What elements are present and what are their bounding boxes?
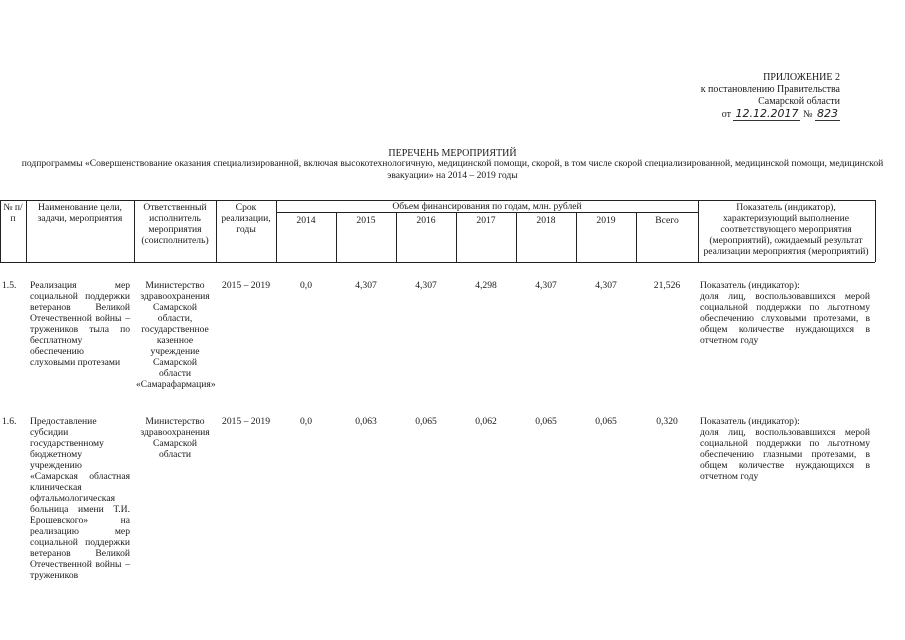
row-term: 2015 – 2019 — [222, 416, 270, 427]
appendix-line-decree: к постановлению Правительства — [700, 84, 840, 95]
row-value-2017: 4,298 — [475, 280, 497, 291]
row-value-total: 0,320 — [656, 416, 678, 427]
header-funding: Объем финансирования по годам, млн. рублей — [392, 201, 582, 212]
header-year-2014: 2014 — [296, 215, 316, 226]
header-year-2019: 2019 — [596, 215, 616, 226]
row-measure-name: Предоставление субсидии государственному бюджетному учреждению «Самарская областная клиническая офтальмологическая больница имени Т.И. Ерошевского» на реализацию мер социальной поддержки ветеранов Великой Отечественной войны – тружеников — [30, 416, 130, 581]
row-value-total: 21,526 — [653, 280, 681, 291]
header-year-2016: 2016 — [416, 215, 436, 226]
header-term: Срок реализации, годы — [221, 202, 271, 235]
page-subtitle: подпрограммы «Совершенствование оказания специализированной, включая высокотехнологичную, медицинской помощи, скорой, в том числе скорой специализированной, медицинской помощи, медицинской эвакуации» на 2014 – 2019 годы — [21, 158, 884, 181]
row-value-2017: 0,062 — [475, 416, 497, 427]
row-indicator-text: доля лиц, воспользовавшихся мерой социальной поддержки по льготному обеспечению слуховыми протезами, в общем количестве нуждающихся в отчетном году — [700, 291, 870, 346]
row-value-2018: 4,307 — [535, 280, 557, 291]
row-value-2014: 0,0 — [300, 280, 312, 291]
row-term: 2015 – 2019 — [222, 280, 270, 291]
row-number: 1.6. — [2, 416, 17, 427]
row-indicator-label: Показатель (индикатор): — [700, 416, 800, 427]
row-value-2015: 4,307 — [355, 280, 377, 291]
row-value-2015: 0,063 — [355, 416, 377, 427]
row-value-2016: 0,065 — [415, 416, 437, 427]
row-indicator-text: доля лиц, воспользовавшихся мерой социальной поддержки по льготному обеспечению глазными протезами, в общем количестве нуждающихся в отчетном году — [700, 427, 870, 482]
decree-date: 12.12.2017 — [735, 107, 799, 120]
decree-number: 823 — [817, 107, 838, 120]
header-year-2017: 2017 — [476, 215, 496, 226]
row-value-2014: 0,0 — [300, 416, 312, 427]
header-name: Наименование цели, задачи, мероприятия — [37, 202, 123, 224]
appendix-title: ПРИЛОЖЕНИЕ 2 — [763, 72, 840, 83]
row-executor: Министерство здравоохранения Самарской области, государственное казенное учреждение Самарской области «Самарафармация» — [136, 280, 216, 390]
header-total: Всего — [655, 215, 679, 226]
appendix-line-region: Самарской области — [758, 96, 840, 107]
appendix-date-line — [600, 108, 840, 121]
row-value-2016: 4,307 — [415, 280, 437, 291]
header-year-2018: 2018 — [536, 215, 556, 226]
appendix-block — [600, 72, 840, 121]
date-prefix: от — [721, 109, 731, 120]
row-value-2019: 4,307 — [595, 280, 617, 291]
header-executor: Ответственный исполнитель мероприятия (соисполнитель) — [141, 202, 209, 246]
row-executor: Министерство здравоохранения Самарской области — [140, 416, 210, 460]
row-indicator-label: Показатель (индикатор): — [700, 280, 800, 291]
page-title: ПЕРЕЧЕНЬ МЕРОПРИЯТИЙ — [388, 148, 517, 159]
row-value-2019: 0,065 — [595, 416, 617, 427]
header-indicator: Показатель (индикатор), характеризующий выполнение соответствующего мероприятия (мероприятий), ожидаемый результат реализации мероприятия (мероприятий) — [703, 202, 869, 257]
row-measure-name: Реализация мер социальной поддержки ветеранов Великой Отечественной войны – тружеников тыла по бесплатному обеспечению слуховыми протезами — [30, 280, 130, 368]
header-year-2015: 2015 — [356, 215, 376, 226]
row-number: 1.5. — [2, 280, 17, 291]
row-value-2018: 0,065 — [535, 416, 557, 427]
header-no: № п/п — [3, 202, 23, 224]
number-prefix: № — [802, 109, 813, 120]
